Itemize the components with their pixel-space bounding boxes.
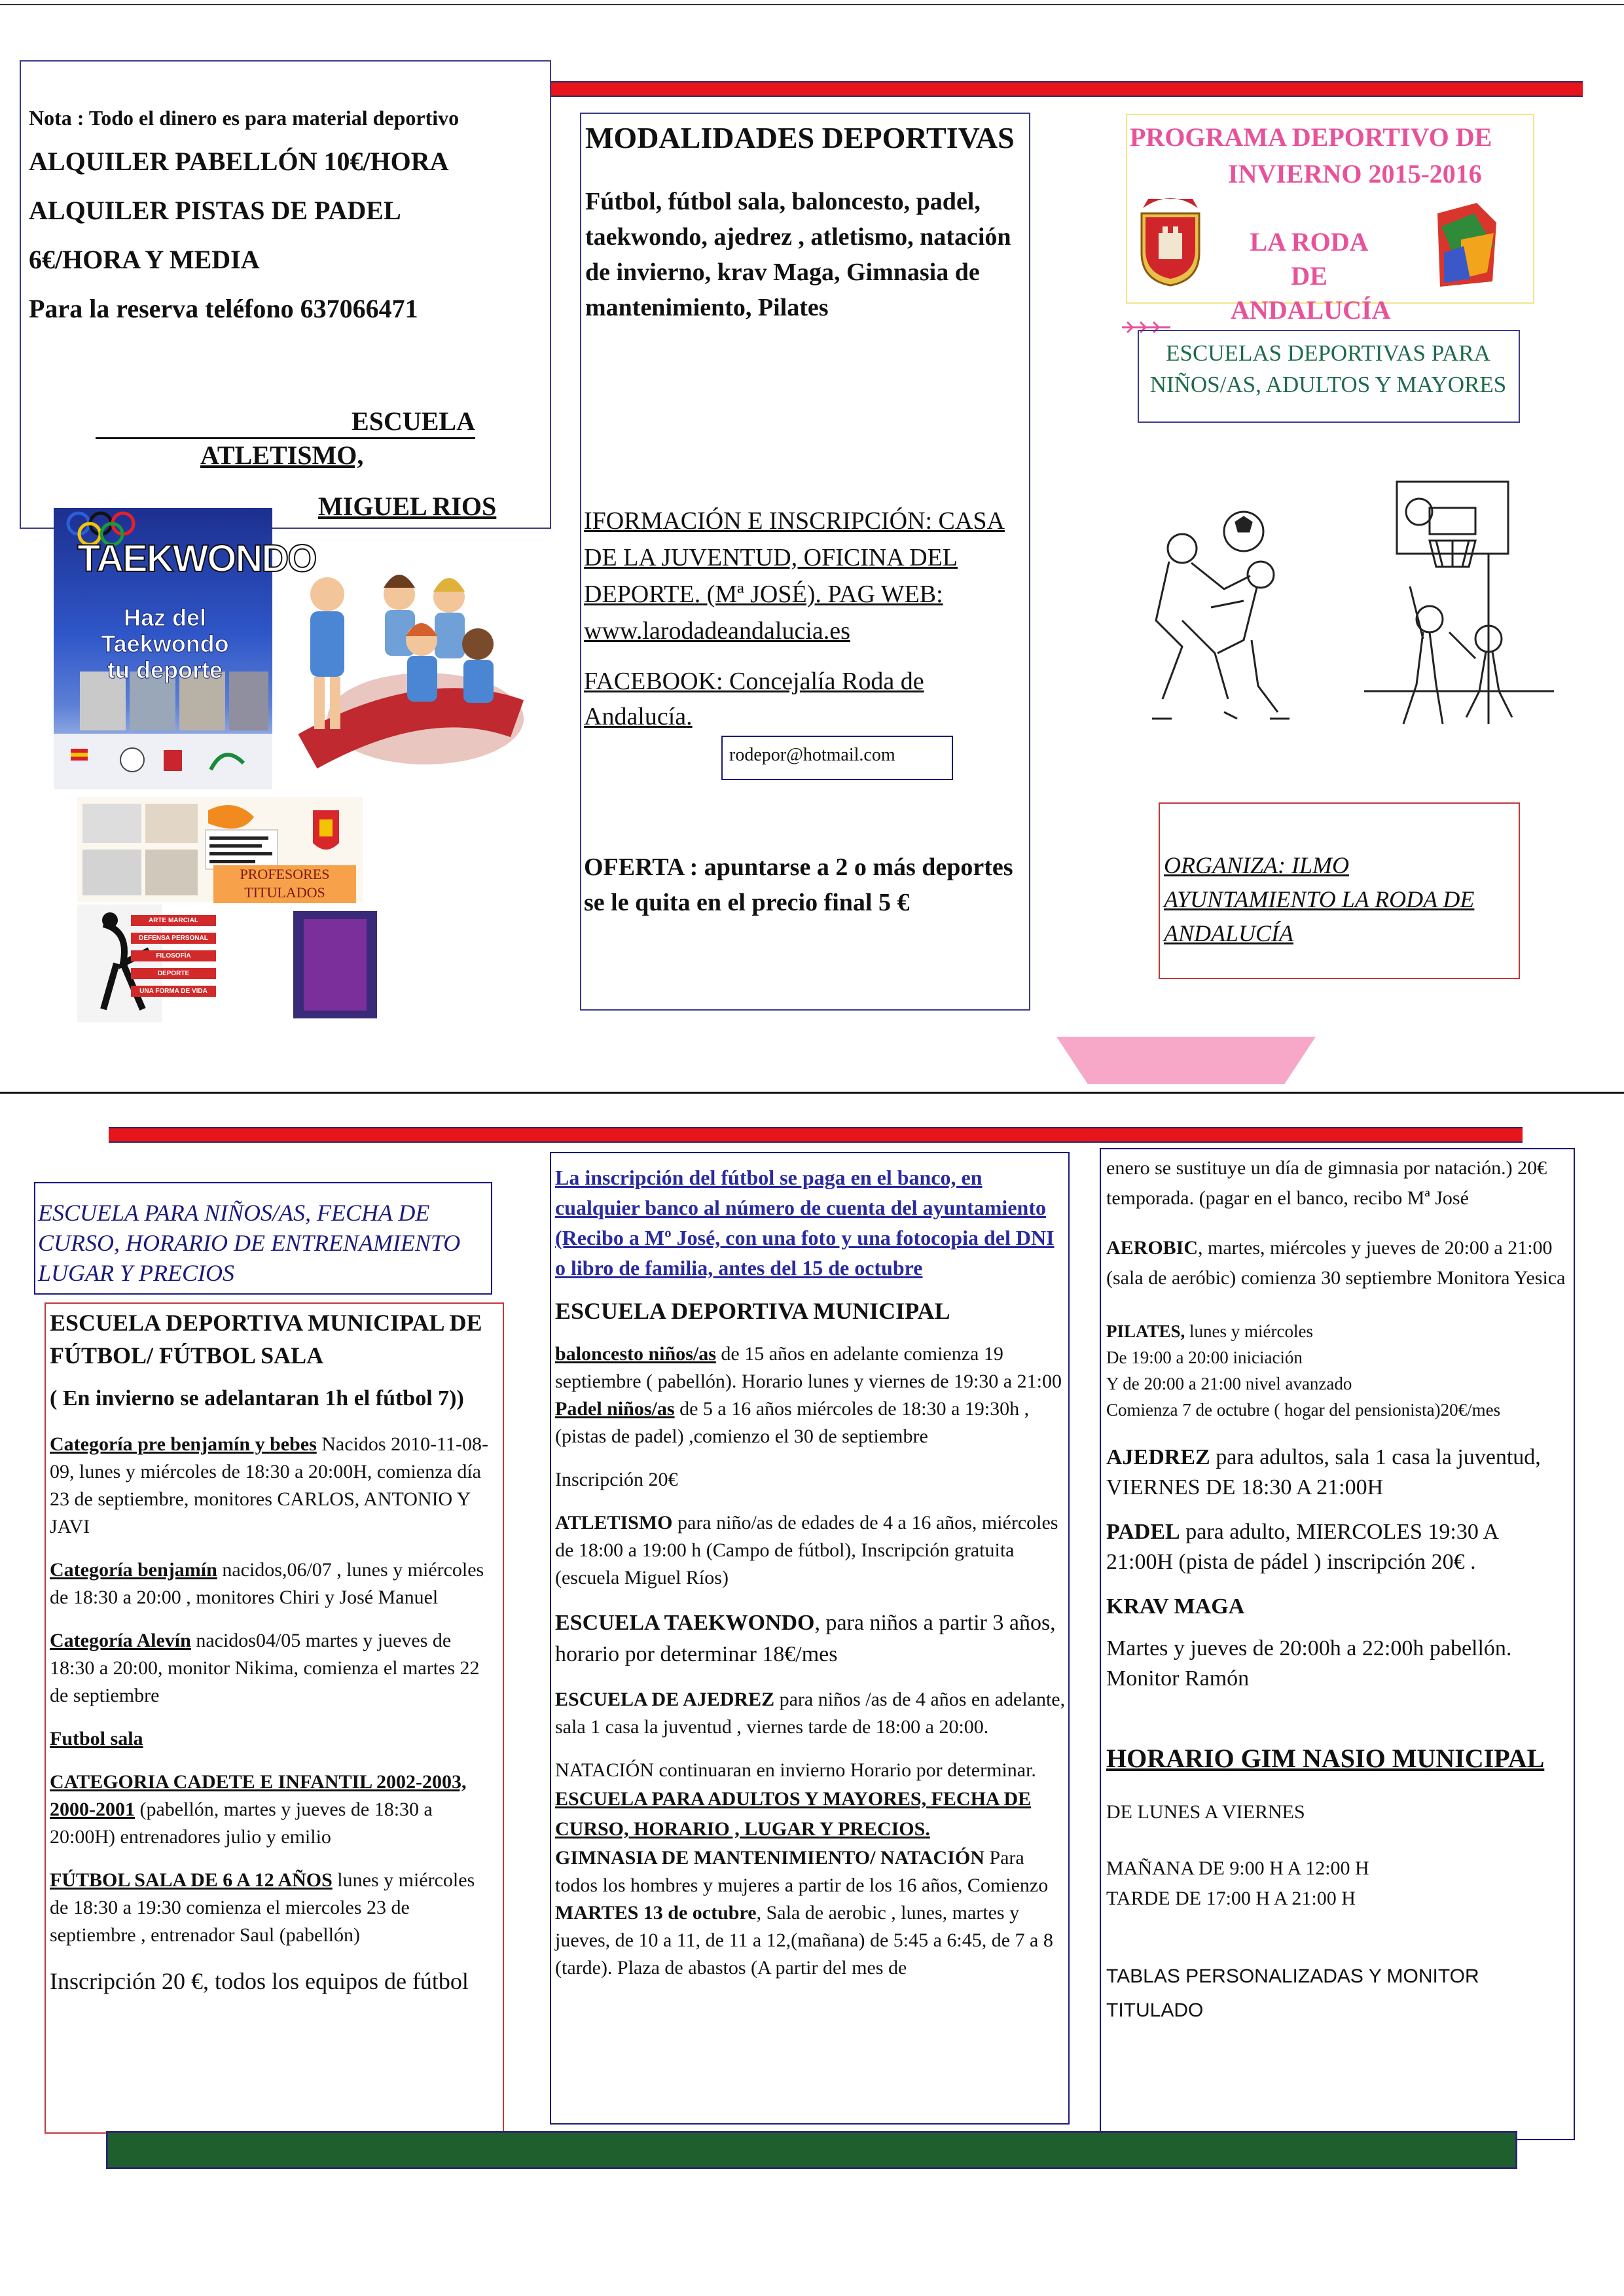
modalidades-heading: MODALIDADES DEPORTIVAS bbox=[585, 121, 1015, 154]
modalidades-list: Fútbol, fútbol sala, baloncesto, padel, taekwondo, ajedrez , atletismo, natación de invierno, krav Maga, Gimnasia de mantenimiento, Pilates bbox=[585, 188, 1011, 321]
email-text: rodepor@hotmail.com bbox=[729, 745, 895, 765]
taekwondo-label: ESCUELA TAEKWONDO bbox=[555, 1611, 815, 1635]
category-prebenjamin-text: Nacidos 2010-11-08-09, lunes y miércoles de 18:30 a 20:00H, comienza día 23 de septiembre, monitores CARLOS, ANTONIO Y JAVI bbox=[50, 1433, 488, 1537]
atletismo-word: ATLETISMO, bbox=[200, 440, 364, 470]
gym-days: DE LUNES A VIERNES bbox=[1106, 1801, 1305, 1823]
rental-info bbox=[29, 106, 546, 324]
category-benjamin-text: nacidos,06/07 , lunes y miércoles de 18:30 a 20:00 , monitores Chiri y José Manuel bbox=[50, 1559, 484, 1608]
padel-ninos-text: de 5 a 16 años miércoles de 18:30 a 19:30h ,(pistas de padel) ,comienzo el 30 de septiembre bbox=[555, 1398, 1030, 1447]
padel-price: 6€/HORA Y MEDIA bbox=[29, 245, 260, 274]
taekwondo-philosophy-art bbox=[77, 905, 380, 1022]
taekwondo-slogan-1: Haz del Taekwondo bbox=[101, 604, 229, 657]
organiza-text: ORGANIZA: ILMO AYUNTAMIENTO LA RODA DE ANDALUCÍA bbox=[1164, 852, 1475, 946]
natacion-text: continuaran en invierno Horario por determinar. bbox=[653, 1759, 1036, 1781]
municipal-school-content bbox=[555, 1162, 1066, 1982]
basketball-art bbox=[1358, 475, 1561, 737]
profesores-line2: TITULADOS bbox=[244, 884, 325, 901]
aerobic-info bbox=[1106, 1233, 1568, 1293]
facebook-link[interactable]: FACEBOOK: Concejalía Roda de Andalucía. bbox=[584, 668, 924, 730]
info-inscripcion: IFORMACIÓN E INSCRIPCIÓN: CASA DE LA JUVENTUD, OFICINA DEL DEPORTE. (Mª JOSÉ). PAG WEB: www.larodadeandalucia.es bbox=[584, 507, 1005, 645]
padel-rental: ALQUILER PISTAS DE PADEL bbox=[29, 196, 401, 225]
gym-morning: MAÑANA DE 9:00 H A 12:00 H bbox=[1106, 1857, 1369, 1879]
natacion-label: NATACIÓN bbox=[555, 1759, 654, 1781]
inscripcion-20: Inscripción 20€ bbox=[555, 1469, 678, 1490]
pilates-advanced: Y de 20:00 a 21:00 nivel avanzado bbox=[1106, 1374, 1352, 1393]
program-title-1: PROGRAMA DEPORTIVO DE bbox=[1130, 122, 1492, 152]
pilates-start: Comienza 7 de octubre ( hogar del pensionista)20€/mes bbox=[1106, 1400, 1501, 1420]
krav-maga-label: KRAV MAGA bbox=[1106, 1594, 1245, 1619]
padel-adultos-text: para adulto, MIERCOLES 19:30 A 21:00H (pista de pádel ) inscripción 20€ . bbox=[1106, 1520, 1498, 1574]
taekwondo-info bbox=[555, 1607, 1066, 1670]
adult-activities-content bbox=[1106, 1153, 1568, 2028]
red-bar-bottom-page bbox=[109, 1127, 1523, 1143]
pilates-label: PILATES, bbox=[1106, 1321, 1185, 1341]
profesores-line1: PROFESORES bbox=[240, 866, 330, 882]
aerobic-label: AEROBIC bbox=[1106, 1237, 1199, 1259]
taekwondo-slogan bbox=[60, 605, 270, 683]
philosophy-item-2: DEFENSA PERSONAL bbox=[131, 933, 216, 944]
green-bar-bottom bbox=[106, 2131, 1517, 2169]
gimnasia-text-2: , Sala de aerobic , lunes, martes y jueves, de 10 a 11, de 11 a 12,(mañana) de 5:45 a 6:45, de 7 a 8 (tarde). Plaza de abastos (A partir del mes de bbox=[555, 1902, 1053, 1979]
pilates-days: lunes y miércoles bbox=[1185, 1321, 1313, 1341]
coat-of-arms-art bbox=[1136, 190, 1204, 288]
gimnasia-text-1: Para todos los hombres y mujeres a partir de los 16 años, Comienzo bbox=[555, 1847, 1049, 1896]
category-sala-6-12-label: FÚTBOL SALA DE 6 A 12 AÑOS bbox=[50, 1869, 333, 1891]
pabellon-price: ALQUILER PABELLÓN 10€/HORA bbox=[29, 147, 449, 176]
philosophy-items bbox=[131, 915, 216, 997]
page-divider-top bbox=[0, 4, 1624, 5]
gimnasia-start-date: MARTES 13 de octubre bbox=[555, 1902, 757, 1924]
miguel-rios: MIGUEL RIOS bbox=[318, 492, 497, 521]
ajedrez-adultos-label: AJEDREZ bbox=[1106, 1445, 1210, 1469]
basketball-illustration bbox=[1358, 475, 1561, 737]
football-inscripcion: Inscripción 20 €, todos los equipos de fútbol bbox=[50, 1968, 469, 1994]
town-coat-of-arms bbox=[1136, 190, 1204, 288]
ajedrez-ninos-label: ESCUELA DE AJEDREZ bbox=[555, 1689, 775, 1710]
category-sala-6-12 bbox=[50, 1867, 497, 1949]
schedule-header-text: ESCUELA PARA NIÑOS/AS, FECHA DE CURSO, HORARIO DE ENTRENAMIENTO LUGAR Y PRECIOS bbox=[38, 1200, 461, 1286]
taekwondo-philosophy-flyer bbox=[77, 905, 380, 1022]
soccer-players-art bbox=[1132, 503, 1309, 738]
category-sala-6-12-text: lunes y miércoles de 18:30 a 19:30 comienza el miercoles 23 de septiembre , entrenador Saul (pabellón) bbox=[50, 1869, 475, 1946]
baloncesto-padel-ninos bbox=[555, 1340, 1066, 1450]
football-note: ( En invierno se adelantaran 1h el fútbol 7)) bbox=[50, 1386, 464, 1410]
profesores-titulados-badge bbox=[213, 865, 356, 903]
page-divider-middle bbox=[0, 1092, 1624, 1094]
program-title-2: INVIERNO 2015-2016 bbox=[1228, 159, 1482, 188]
sports-logo-art bbox=[1435, 200, 1500, 289]
futbol-sala-label: Futbol sala bbox=[50, 1728, 143, 1749]
adult-school-header: ESCUELA PARA ADULTOS Y MAYORES, FECHA DE CURSO, HORARIO , LUGAR Y PRECIOS. bbox=[555, 1788, 1032, 1840]
town-name-2: ANDALUCÍA bbox=[1231, 295, 1391, 325]
category-cadete-label: CATEGORIA CADETE E INFANTIL 2002-2003, 2000-2001 bbox=[50, 1771, 467, 1820]
soccer-players-illustration bbox=[1132, 503, 1309, 738]
municipal-school-title: ESCUELA DEPORTIVA MUNICIPAL bbox=[555, 1298, 950, 1324]
philosophy-item-3: FILOSOFÍA bbox=[131, 950, 216, 961]
category-alevin-text: nacidos04/05 martes y jueves de 18:30 a 20:00, monitor Nikima, comienza el martes 22 de septiembre bbox=[50, 1630, 480, 1706]
atletismo-text: para niño/as de edades de 4 a 16 años, miércoles de 18:00 a 19:00 h (Campo de fútbol), Inscripción gratuita (escuela Miguel Ríos) bbox=[555, 1512, 1058, 1588]
gimnasia-info bbox=[555, 1844, 1066, 1982]
philosophy-item-1: ARTE MARCIAL bbox=[131, 915, 216, 926]
padel-adultos-label: PADEL bbox=[1106, 1520, 1180, 1544]
gimnasia-label: GIMNASIA DE MANTENIMIENTO/ NATACIÓN bbox=[555, 1847, 984, 1869]
category-benjamin bbox=[50, 1556, 497, 1611]
category-alevin bbox=[50, 1627, 497, 1710]
sports-logo bbox=[1435, 200, 1500, 289]
category-benjamin-label: Categoría benjamín bbox=[50, 1559, 217, 1581]
ajedrez-ninos-info bbox=[555, 1686, 1066, 1741]
philosophy-item-4: DEPORTE bbox=[131, 968, 216, 979]
taekwondo-title: TAEKWONDO bbox=[77, 537, 316, 580]
modalidades-content bbox=[585, 120, 1020, 325]
taekwondo-slogan-2: tu deporte bbox=[107, 656, 223, 683]
ajedrez-adultos-info bbox=[1106, 1443, 1568, 1503]
escuela-word: ESCUELA bbox=[352, 406, 475, 436]
atletismo-info bbox=[555, 1509, 1066, 1592]
natacion-info bbox=[555, 1757, 1066, 1784]
football-title: ESCUELA DEPORTIVA MUNICIPAL DE FÚTBOL/ FÚTBOL SALA bbox=[50, 1310, 482, 1369]
athletics-kids-art bbox=[281, 555, 524, 771]
town-name bbox=[1231, 225, 1391, 327]
program-title bbox=[1130, 119, 1529, 192]
bank-payment-note: La inscripción del fútbol se paga en el banco, en cualquier banco al número de cuenta del ayuntamiento (Recibo a Mº José, con una foto y una fotocopia del DNI o libro de familia, antes del 15 de octubre bbox=[555, 1166, 1055, 1280]
category-prebenjamin-label: Categoría pre benjamín y bebes bbox=[50, 1433, 317, 1455]
pink-tab bbox=[1056, 1037, 1316, 1084]
gimnasia-continuation: enero se sustituye un día de gimnasia por natación.) 20€ temporada. (pagar en el banco, recibo Mª José bbox=[1106, 1157, 1547, 1209]
football-school-content bbox=[50, 1306, 497, 1995]
town-name-1: LA RODA DE bbox=[1250, 227, 1369, 291]
taekwondo-text: , para niños a partir 3 años, horario por determinar 18€/mes bbox=[555, 1611, 1056, 1666]
reservation-phone: Para la reserva teléfono 637066471 bbox=[29, 294, 418, 323]
philosophy-item-5: UNA FORMA DE VIDA bbox=[131, 986, 216, 997]
aerobic-text: , martes, miércoles y jueves de 20:00 a 21:00 (sala de aeróbic) comienza 30 septiembre Monitora Yesica bbox=[1106, 1237, 1566, 1289]
oferta-text: OFERTA : apuntarse a 2 o más deportes se le quita en el precio final 5 € bbox=[584, 853, 1013, 916]
category-prebenjamin bbox=[50, 1431, 497, 1541]
padel-ninos-label: Padel niños/as bbox=[555, 1398, 675, 1420]
ajedrez-ninos-text: para niños /as de 4 años en adelante, sala 1 casa la juventud , viernes tarde de 18:00 a 20:00. bbox=[555, 1689, 1066, 1738]
category-cadete bbox=[50, 1768, 497, 1851]
atletismo-label: ATLETISMO bbox=[555, 1512, 673, 1534]
baloncesto-text: de 15 años en adelante comienza 19 septiembre ( pabellón). Horario lunes y viernes de 19:30 a 21:00 bbox=[555, 1343, 1062, 1392]
gym-afternoon: TARDE DE 17:00 H A 21:00 H bbox=[1106, 1888, 1356, 1909]
pilates-info bbox=[1106, 1318, 1568, 1423]
gym-schedule-title: HORARIO GIM NASIO MUNICIPAL bbox=[1106, 1744, 1545, 1773]
ajedrez-adultos-text: para adultos, sala 1 casa la juventud, VIERNES DE 18:30 A 21:00H bbox=[1106, 1445, 1541, 1499]
krav-maga-text: Martes y jueves de 20:00h a 22:00h pabellón. Monitor Ramón bbox=[1106, 1636, 1512, 1691]
email-box[interactable] bbox=[721, 736, 953, 780]
personalized-tables: TABLAS PERSONALIZADAS Y MONITOR TITULADO bbox=[1106, 1965, 1479, 2021]
category-cadete-text: (pabellón, martes y jueves de 18:30 a 20:00H) entrenadores julio y emilio bbox=[50, 1799, 433, 1848]
nota-text: Nota : Todo el dinero es para material deportivo bbox=[29, 106, 460, 130]
category-alevin-label: Categoría Alevín bbox=[50, 1630, 191, 1651]
pilates-beginner: De 19:00 a 20:00 iniciación bbox=[1106, 1348, 1303, 1367]
baloncesto-label: baloncesto niños/as bbox=[555, 1343, 716, 1365]
athletics-kids-illustration bbox=[281, 555, 524, 771]
padel-adultos-info bbox=[1106, 1517, 1568, 1577]
escuelas-deportivas-text: ESCUELAS DEPORTIVAS PARA NIÑOS/AS, ADULTOS Y MAYORES bbox=[1149, 340, 1507, 397]
